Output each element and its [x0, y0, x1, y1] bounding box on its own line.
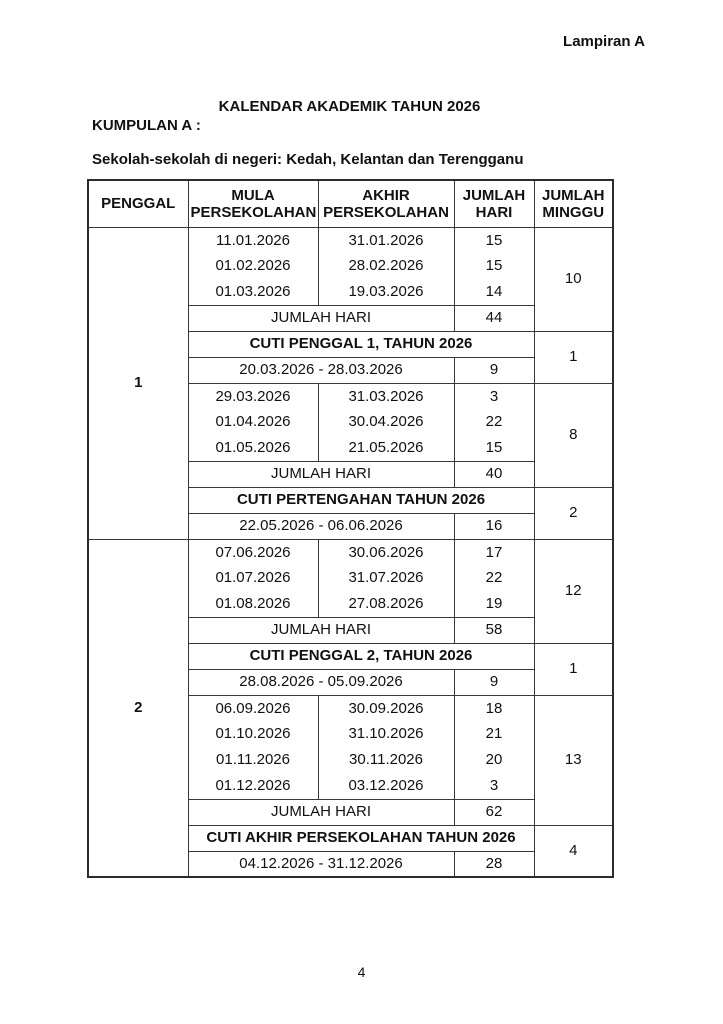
- column-header-jumlah-minggu: JUMLAH MINGGU: [534, 180, 613, 227]
- column-header-akhir: AKHIR PERSEKOLAHAN: [318, 180, 454, 227]
- date-cell-akhir: 31.07.2026: [318, 565, 454, 591]
- days-cell: 18: [454, 695, 534, 721]
- date-cell-akhir: 27.08.2026: [318, 591, 454, 617]
- cuti-title: CUTI PENGGAL 1, TAHUN 2026: [188, 331, 534, 357]
- date-cell-mula: 01.10.2026: [188, 721, 318, 747]
- cuti-date-range: 28.08.2026 - 05.09.2026: [188, 669, 454, 695]
- weeks-cell: 1: [534, 643, 613, 695]
- days-cell: 9: [454, 669, 534, 695]
- days-cell: 22: [454, 565, 534, 591]
- date-cell-akhir: 19.03.2026: [318, 279, 454, 305]
- weeks-cell: 10: [534, 227, 613, 331]
- days-cell: 17: [454, 539, 534, 565]
- table-header-row: [88, 180, 613, 227]
- date-cell-mula: 01.08.2026: [188, 591, 318, 617]
- date-cell-akhir: 21.05.2026: [318, 435, 454, 461]
- date-cell-mula: 01.05.2026: [188, 435, 318, 461]
- cuti-date-range: 04.12.2026 - 31.12.2026: [188, 851, 454, 877]
- date-cell-mula: 07.06.2026: [188, 539, 318, 565]
- date-cell-akhir: 28.02.2026: [318, 253, 454, 279]
- cuti-date-range: 20.03.2026 - 28.03.2026: [188, 357, 454, 383]
- days-cell: 9: [454, 357, 534, 383]
- subtitle: Sekolah-sekolah di negeri: Kedah, Kelantan dan Terengganu: [92, 151, 524, 168]
- days-cell: 21: [454, 721, 534, 747]
- jumlah-hari-label: JUMLAH HARI: [188, 799, 454, 825]
- weeks-cell: 12: [534, 539, 613, 643]
- days-cell: 28: [454, 851, 534, 877]
- date-cell-akhir: 31.10.2026: [318, 721, 454, 747]
- jumlah-hari-value: 62: [454, 799, 534, 825]
- jumlah-hari-label: JUMLAH HARI: [188, 305, 454, 331]
- days-cell: 3: [454, 383, 534, 409]
- date-cell-akhir: 31.03.2026: [318, 383, 454, 409]
- jumlah-hari-label: JUMLAH HARI: [188, 461, 454, 487]
- date-cell-mula: 01.07.2026: [188, 565, 318, 591]
- cuti-title: CUTI AKHIR PERSEKOLAHAN TAHUN 2026: [188, 825, 534, 851]
- date-cell-mula: 01.11.2026: [188, 747, 318, 773]
- date-cell-mula: 01.03.2026: [188, 279, 318, 305]
- days-cell: 20: [454, 747, 534, 773]
- date-cell-akhir: 30.09.2026: [318, 695, 454, 721]
- days-cell: 15: [454, 253, 534, 279]
- cuti-title: CUTI PENGGAL 2, TAHUN 2026: [188, 643, 534, 669]
- date-cell-mula: 01.02.2026: [188, 253, 318, 279]
- column-header-mula: MULA PERSEKOLAHAN: [188, 180, 318, 227]
- corner-label: Lampiran A: [563, 33, 645, 50]
- penggal-1-cell: 1: [88, 227, 188, 539]
- jumlah-hari-value: 44: [454, 305, 534, 331]
- column-header-penggal: PENGGAL: [88, 180, 188, 227]
- days-cell: 14: [454, 279, 534, 305]
- date-cell-mula: 11.01.2026: [188, 227, 318, 253]
- document-title: KALENDAR AKADEMIK TAHUN 2026: [218, 98, 481, 115]
- weeks-cell: 8: [534, 383, 613, 487]
- group-label: KUMPULAN A :: [92, 117, 201, 134]
- table-row: [88, 539, 613, 565]
- page-number: 4: [357, 964, 366, 980]
- column-header-jumlah-hari: JUMLAH HARI: [454, 180, 534, 227]
- academic-calendar-table: [87, 179, 614, 878]
- date-cell-akhir: 31.01.2026: [318, 227, 454, 253]
- jumlah-hari-value: 58: [454, 617, 534, 643]
- jumlah-hari-value: 40: [454, 461, 534, 487]
- days-cell: 15: [454, 435, 534, 461]
- date-cell-akhir: 03.12.2026: [318, 773, 454, 799]
- cuti-date-range: 22.05.2026 - 06.06.2026: [188, 513, 454, 539]
- days-cell: 16: [454, 513, 534, 539]
- table-row: [88, 227, 613, 253]
- weeks-cell: 2: [534, 487, 613, 539]
- date-cell-akhir: 30.11.2026: [318, 747, 454, 773]
- days-cell: 3: [454, 773, 534, 799]
- date-cell-mula: 01.04.2026: [188, 409, 318, 435]
- date-cell-akhir: 30.06.2026: [318, 539, 454, 565]
- cuti-title: CUTI PERTENGAHAN TAHUN 2026: [188, 487, 534, 513]
- days-cell: 15: [454, 227, 534, 253]
- weeks-cell: 4: [534, 825, 613, 877]
- date-cell-mula: 06.09.2026: [188, 695, 318, 721]
- date-cell-mula: 29.03.2026: [188, 383, 318, 409]
- weeks-cell: 1: [534, 331, 613, 383]
- penggal-2-cell: 2: [88, 539, 188, 877]
- date-cell-akhir: 30.04.2026: [318, 409, 454, 435]
- date-cell-mula: 01.12.2026: [188, 773, 318, 799]
- days-cell: 19: [454, 591, 534, 617]
- jumlah-hari-label: JUMLAH HARI: [188, 617, 454, 643]
- days-cell: 22: [454, 409, 534, 435]
- weeks-cell: 13: [534, 695, 613, 825]
